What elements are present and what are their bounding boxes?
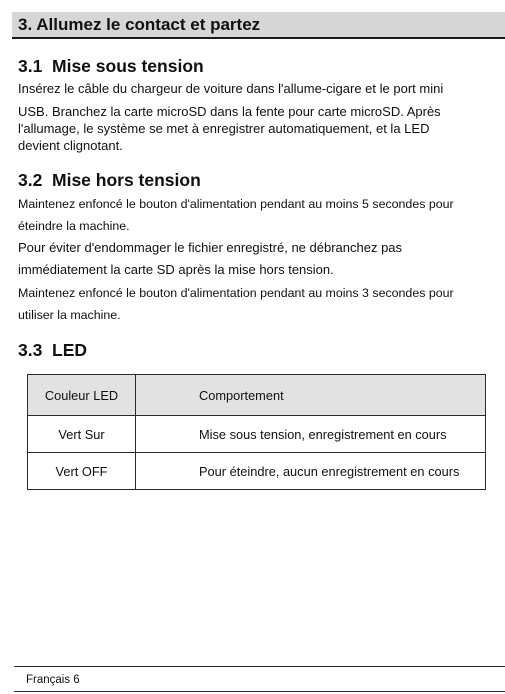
section-number: 3.3 xyxy=(18,340,43,360)
section-number: 3.1 xyxy=(18,56,43,76)
paragraph-line: Insérez le câble du chargeur de voiture dans l'allume-cigare et le port mini xyxy=(18,81,444,96)
table-row xyxy=(28,453,486,490)
chapter-title: 3. Allumez le contact et partez xyxy=(18,15,261,34)
table-header-cell: Comportement xyxy=(136,375,486,416)
footer-rule-top xyxy=(14,666,505,667)
paragraph-line: l'allumage, le système se met à enregistrer automatiquement, et la LED xyxy=(18,121,430,136)
led-behavior-table xyxy=(27,374,486,490)
table-cell-behavior: Pour éteindre, aucun enregistrement en cours xyxy=(136,453,486,490)
paragraph-line: Maintenez enfoncé le bouton d'alimentation pendant au moins 3 secondes pour xyxy=(18,286,454,300)
section-title-power-on xyxy=(18,56,204,77)
table-cell-behavior: Mise sous tension, enregistrement en cours xyxy=(136,416,486,453)
section-heading: Mise hors tension xyxy=(52,170,201,190)
chapter-header-bar xyxy=(12,12,505,39)
paragraph-line: utiliser la machine. xyxy=(18,308,121,322)
section-heading: LED xyxy=(52,340,87,360)
paragraph-line: immédiatement la carte SD après la mise hors tension. xyxy=(18,262,334,277)
footer-rule-bottom xyxy=(14,691,505,692)
paragraph-line: Pour éviter d'endommager le fichier enregistré, ne débranchez pas xyxy=(18,240,403,255)
paragraph-line: Maintenez enfoncé le bouton d'alimentation pendant au moins 5 secondes pour xyxy=(18,197,454,211)
section-number: 3.2 xyxy=(18,170,43,190)
section-title-power-off xyxy=(18,170,201,191)
paragraph-line: devient clignotant. xyxy=(18,138,123,153)
paragraph-line: USB. Branchez la carte microSD dans la fente pour carte microSD. Après xyxy=(18,104,441,119)
section-title-led xyxy=(18,340,87,361)
paragraph-line: éteindre la machine. xyxy=(18,219,130,233)
table-header-cell: Couleur LED xyxy=(28,375,136,416)
section-heading: Mise sous tension xyxy=(52,56,204,76)
table-header-row xyxy=(28,375,486,416)
table-row xyxy=(28,416,486,453)
footer-page-label: Français 6 xyxy=(26,674,80,686)
table-cell-led-color: Vert Sur xyxy=(28,416,136,453)
table-cell-led-color: Vert OFF xyxy=(28,453,136,490)
